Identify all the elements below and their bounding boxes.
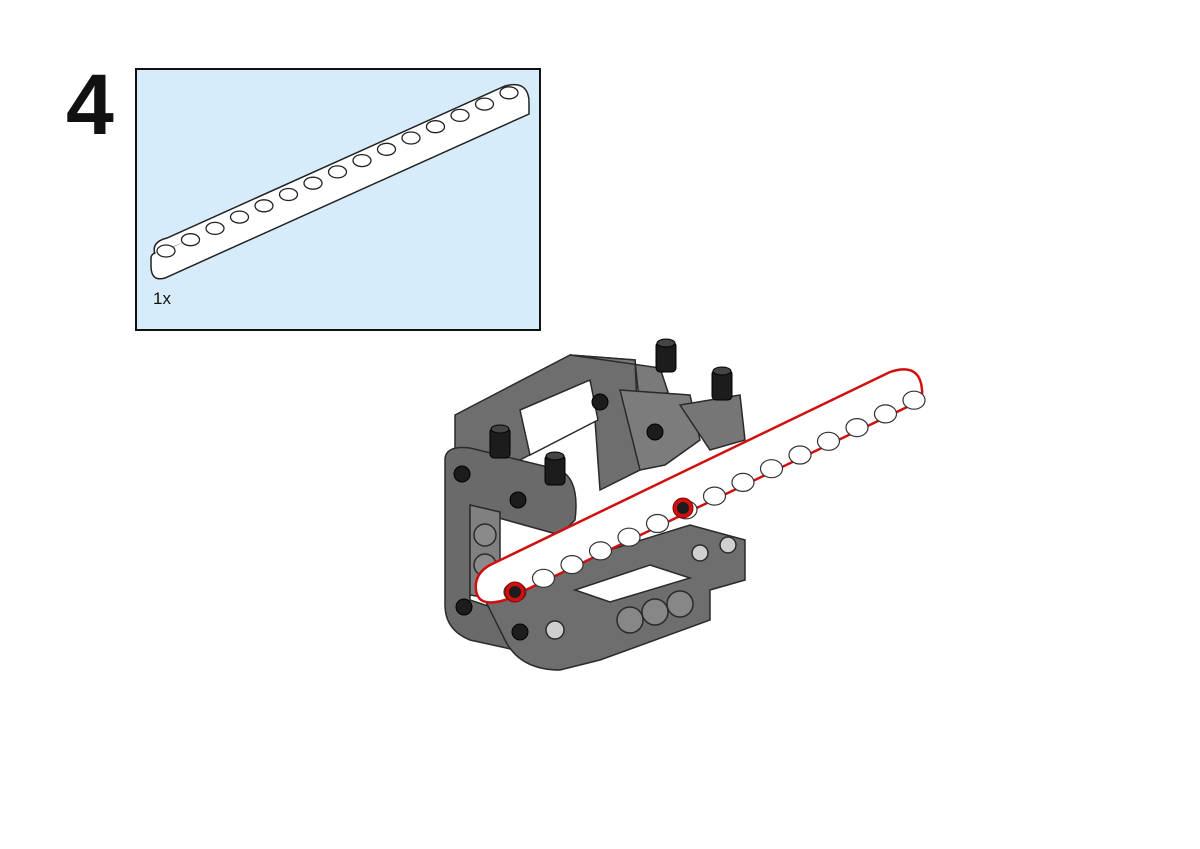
beam-hole — [761, 460, 783, 478]
beam-hole — [818, 432, 840, 450]
beam-hole — [903, 391, 925, 409]
beam-hole — [561, 556, 583, 574]
beam-hole — [590, 542, 612, 560]
beam-hole — [533, 569, 555, 587]
beam-hole — [618, 528, 640, 546]
beam-hole — [789, 446, 811, 464]
beam-hole — [732, 473, 754, 491]
part-quantity: 1x — [153, 289, 171, 308]
step-number: 4 — [66, 57, 114, 153]
beam-hole — [875, 405, 897, 423]
beam-hole — [704, 487, 726, 505]
beam-hole — [846, 419, 868, 437]
beam-hole — [647, 515, 669, 533]
